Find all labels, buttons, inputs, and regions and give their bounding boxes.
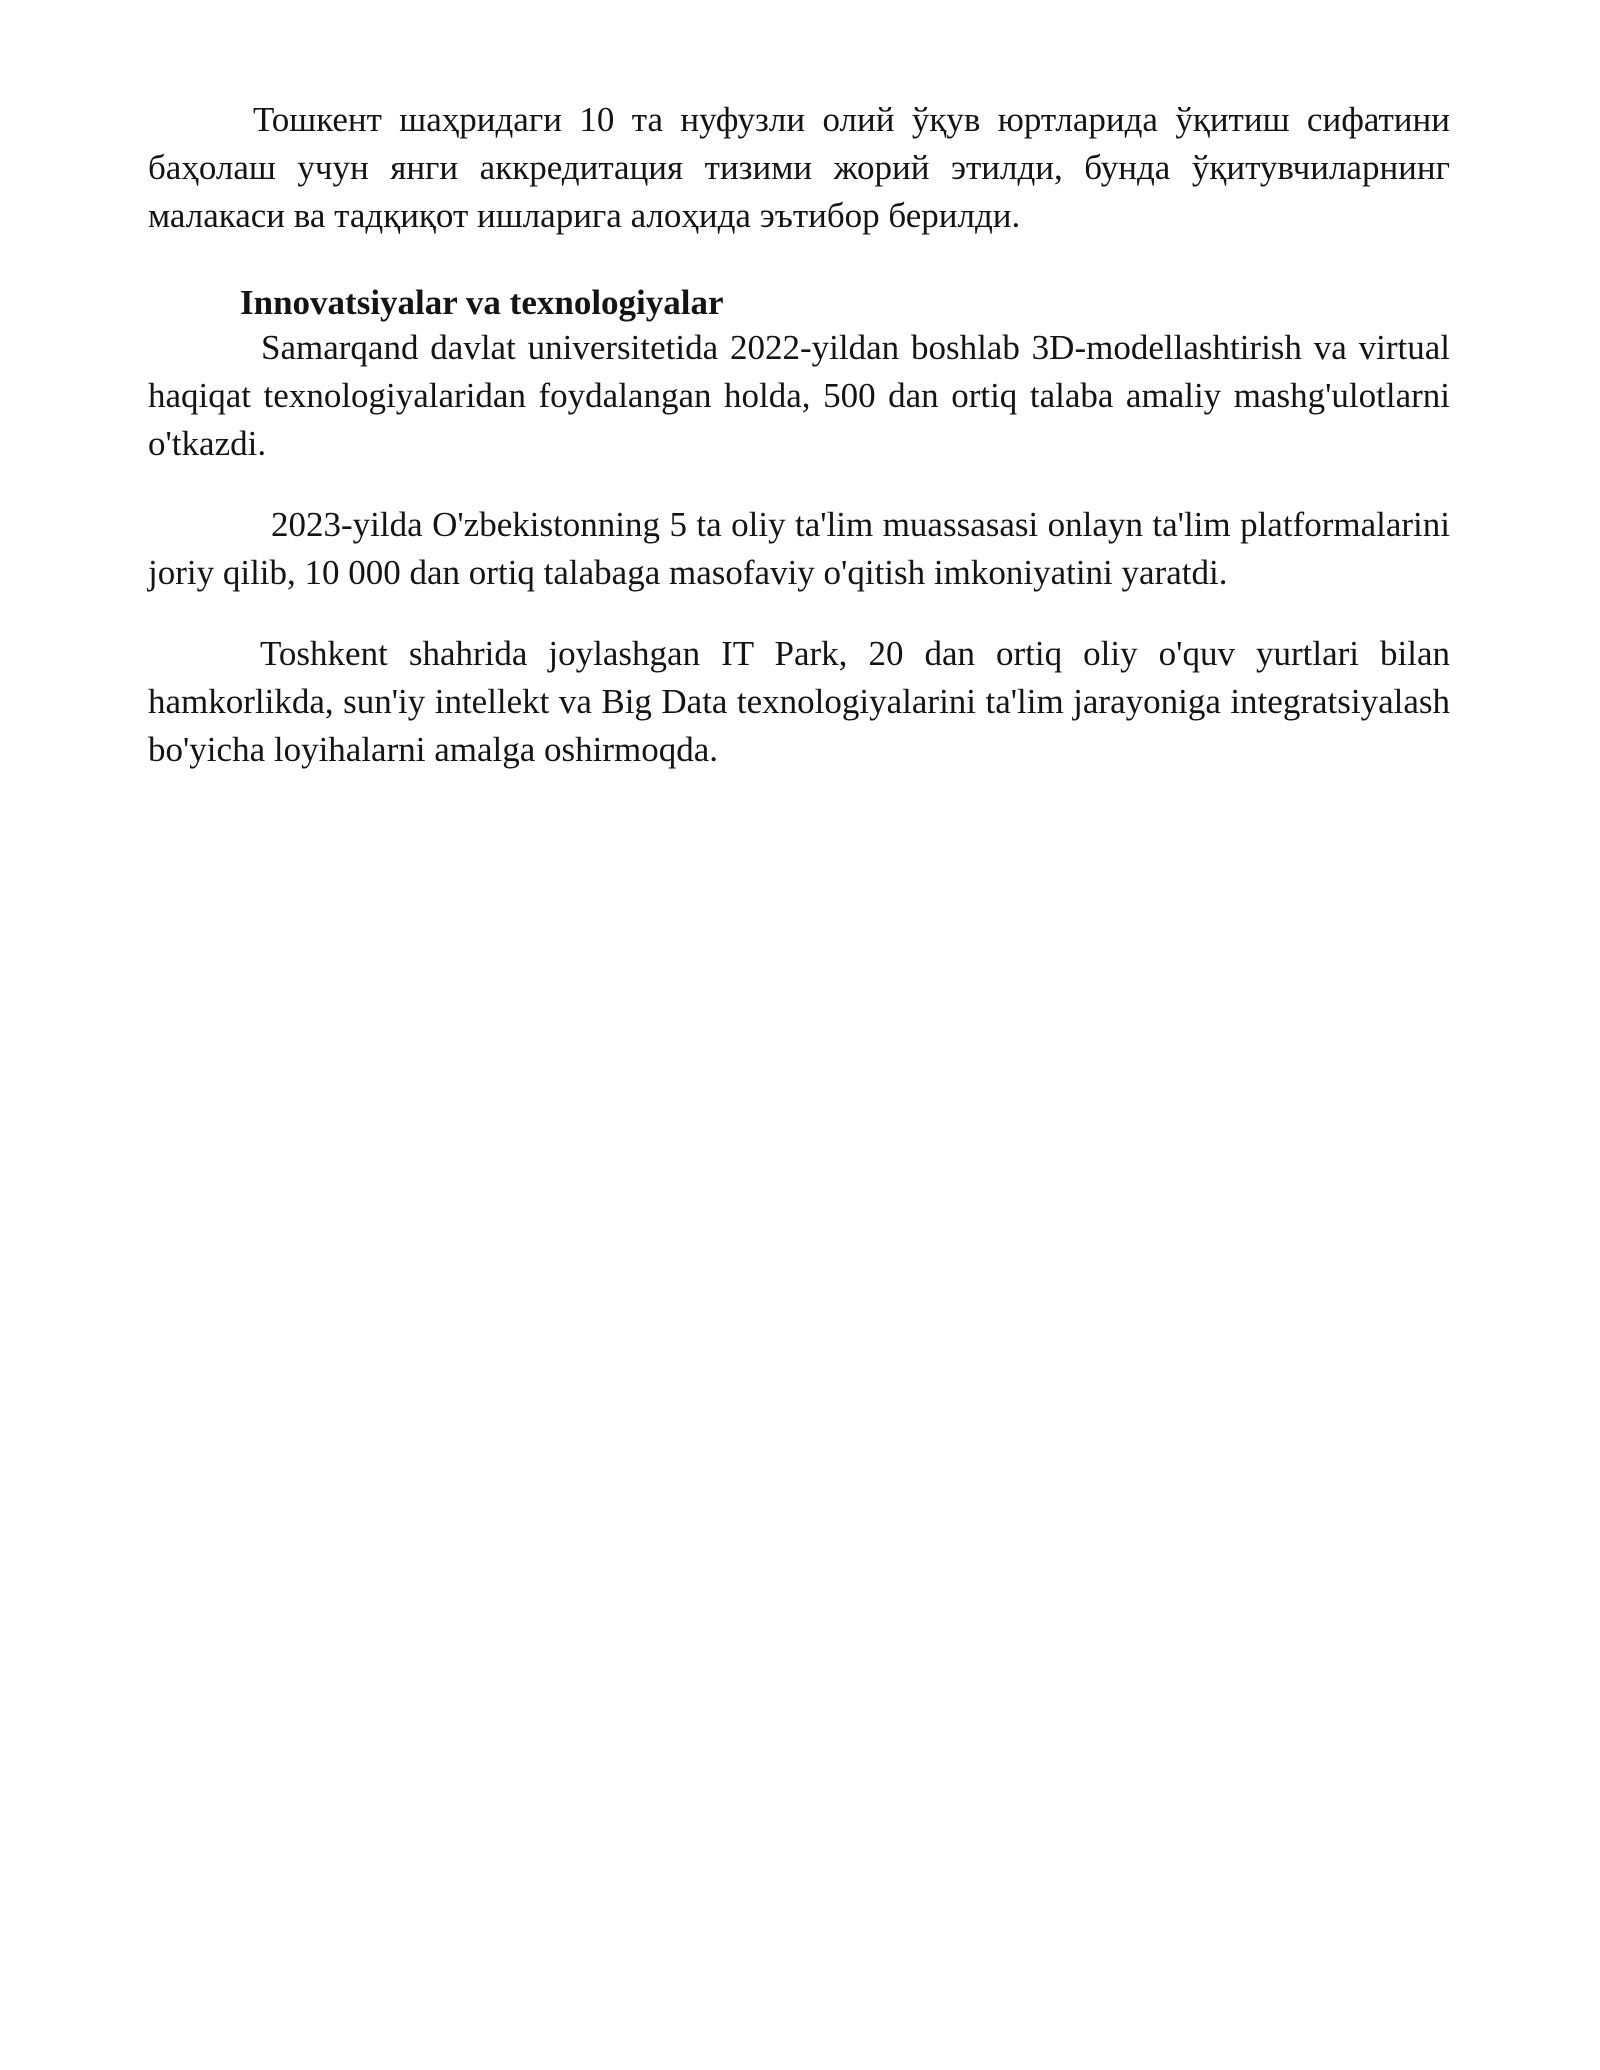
paragraph-online-platforms: 2023-yilda O'zbekistonning 5 ta oliy ta'lim muassasasi onlayn ta'lim platformalarini joriy qilib, 10 000 dan ortiq talabaga masofaviy o'qitish imkoniyatini yaratdi.: [148, 505, 1450, 592]
document-page: [148, 96, 1450, 774]
section-heading: Innovatsiyalar va texnologiyalar: [240, 283, 724, 322]
paragraph-samarqand: Samarqand davlat universitetida 2022-yildan boshlab 3D-modellashtirish va virtual haqiqat texnologiyalaridan foydalangan holda, 500 dan ortiq talaba amaliy mashg'ulotlarni o'tkazdi.: [148, 328, 1450, 463]
paragraph-accreditation: Тошкент шаҳридаги 10 та нуфузли олий ўқув юртларида ўқитиш сифатини баҳолаш учун янги аккредитация тизими жорий этилди, бунда ўқитувчиларнинг малакаси ва тадқиқот ишларига алоҳида эътибор берилди.: [148, 100, 1450, 235]
paragraph-it-park: Toshkent shahrida joylashgan IT Park, 20 dan ortiq oliy o'quv yurtlari bilan hamkorlikda, sun'iy intellekt va Big Data texnologiyalarini ta'lim jarayoniga integratsiyalash bo'yicha loyihalarni amalga oshirmoqda.: [148, 634, 1450, 769]
